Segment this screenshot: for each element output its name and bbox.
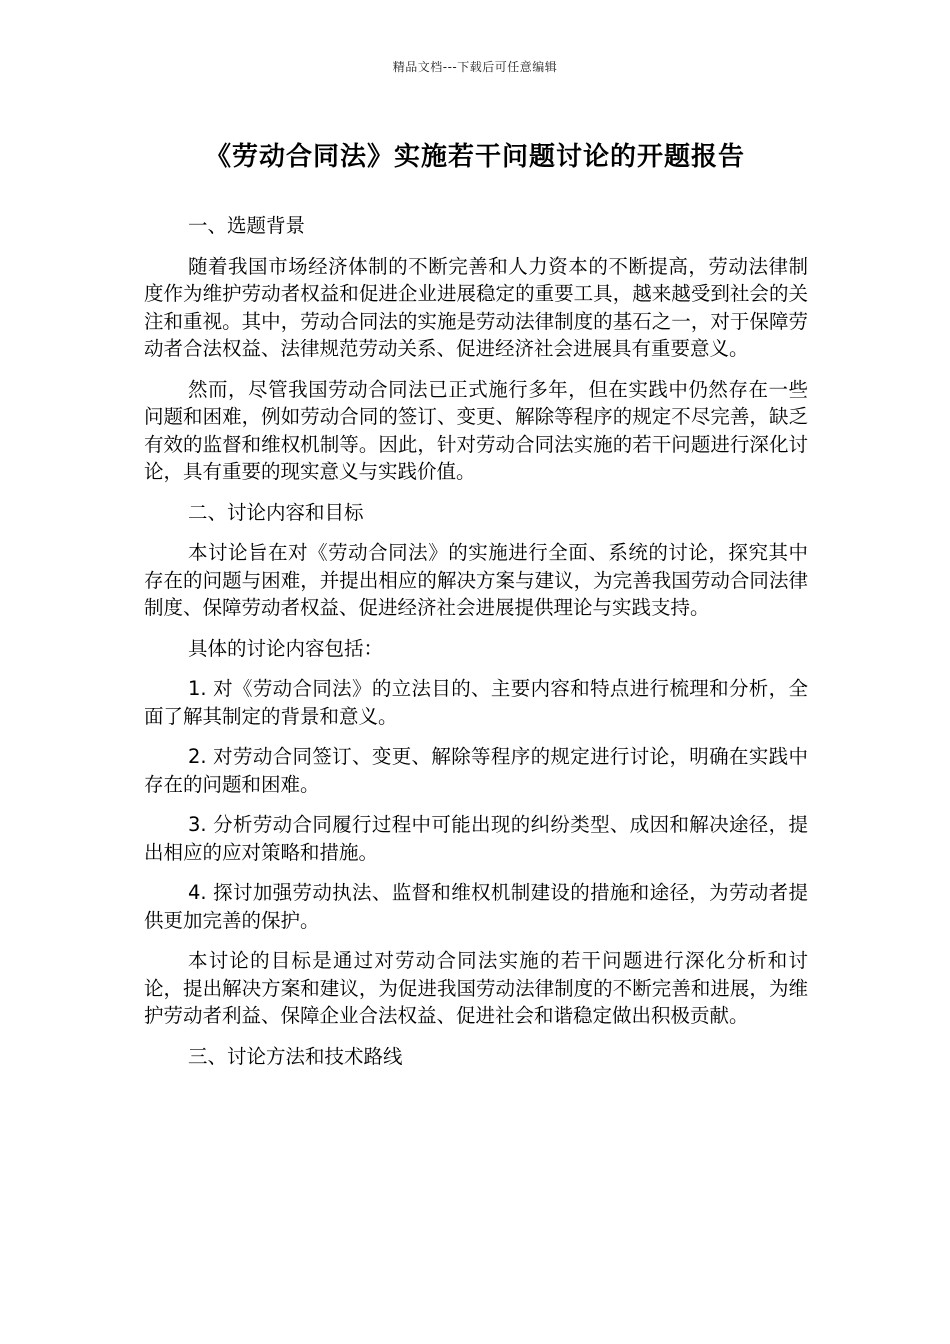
header-note: 精品文档---下载后可任意编辑 bbox=[392, 60, 558, 74]
paragraph: 随着我国市场经济体制的不断完善和人力资本的不断提高，劳动法律制度作为维护劳动者权益和促进企业进展稳定的重要工具，越来越受到社会的关注和重视。其中，劳动合同法的实施是劳动法律制度的基石之一，对于保障劳动者合法权益、法律规范劳动关系、促进经济社会进展具有重要意义。 bbox=[144, 254, 808, 360]
document-body bbox=[144, 212, 808, 1083]
list-item: 2. 对劳动合同签订、变更、解除等程序的规定进行讨论，明确在实践中存在的问题和困难。 bbox=[144, 745, 808, 796]
list-item: 3. 分析劳动合同履行过程中可能出现的纠纷类型、成因和解决途径，提出相应的应对策略和措施。 bbox=[144, 813, 808, 864]
document-title: 《劳动合同法》实施若干问题讨论的开题报告 bbox=[204, 142, 745, 172]
list-item: 1. 对《劳动合同法》的立法目的、主要内容和特点进行梳理和分析，全面了解其制定的背景和意义。 bbox=[144, 677, 808, 728]
list-item: 4. 探讨加强劳动执法、监督和维权机制建设的措施和途径，为劳动者提供更加完善的保护。 bbox=[144, 881, 808, 932]
section-heading-background: 一、选题背景 bbox=[188, 214, 306, 237]
paragraph: 然而，尽管我国劳动合同法已正式施行多年，但在实践中仍然存在一些问题和困难，例如劳动合同的签订、变更、解除等程序的规定不尽完善，缺乏有效的监督和维权机制等。因此，针对劳动合同法实施的若干问题进行深化讨论，具有重要的现实意义与实践价值。 bbox=[144, 377, 808, 483]
section-heading-methods: 三、讨论方法和技术路线 bbox=[188, 1044, 403, 1068]
section-heading-content-goals: 二、讨论内容和目标 bbox=[188, 500, 364, 524]
paragraph: 本讨论的目标是通过对劳动合同法实施的若干问题进行深化分析和讨论，提出解决方案和建议，为促进我国劳动法律制度的不断完善和进展，为维护劳动者利益、保障企业合法权益、促进社会和谐稳定做出积极贡献。 bbox=[144, 949, 808, 1027]
paragraph: 本讨论旨在对《劳动合同法》的实施进行全面、系统的讨论，探究其中存在的问题与困难，并提出相应的解决方案与建议，为完善我国劳动合同法律制度、保障劳动者权益、促进经济社会进展提供理论与实践支持。 bbox=[144, 541, 808, 619]
paragraph: 具体的讨论内容包括： bbox=[188, 636, 384, 660]
